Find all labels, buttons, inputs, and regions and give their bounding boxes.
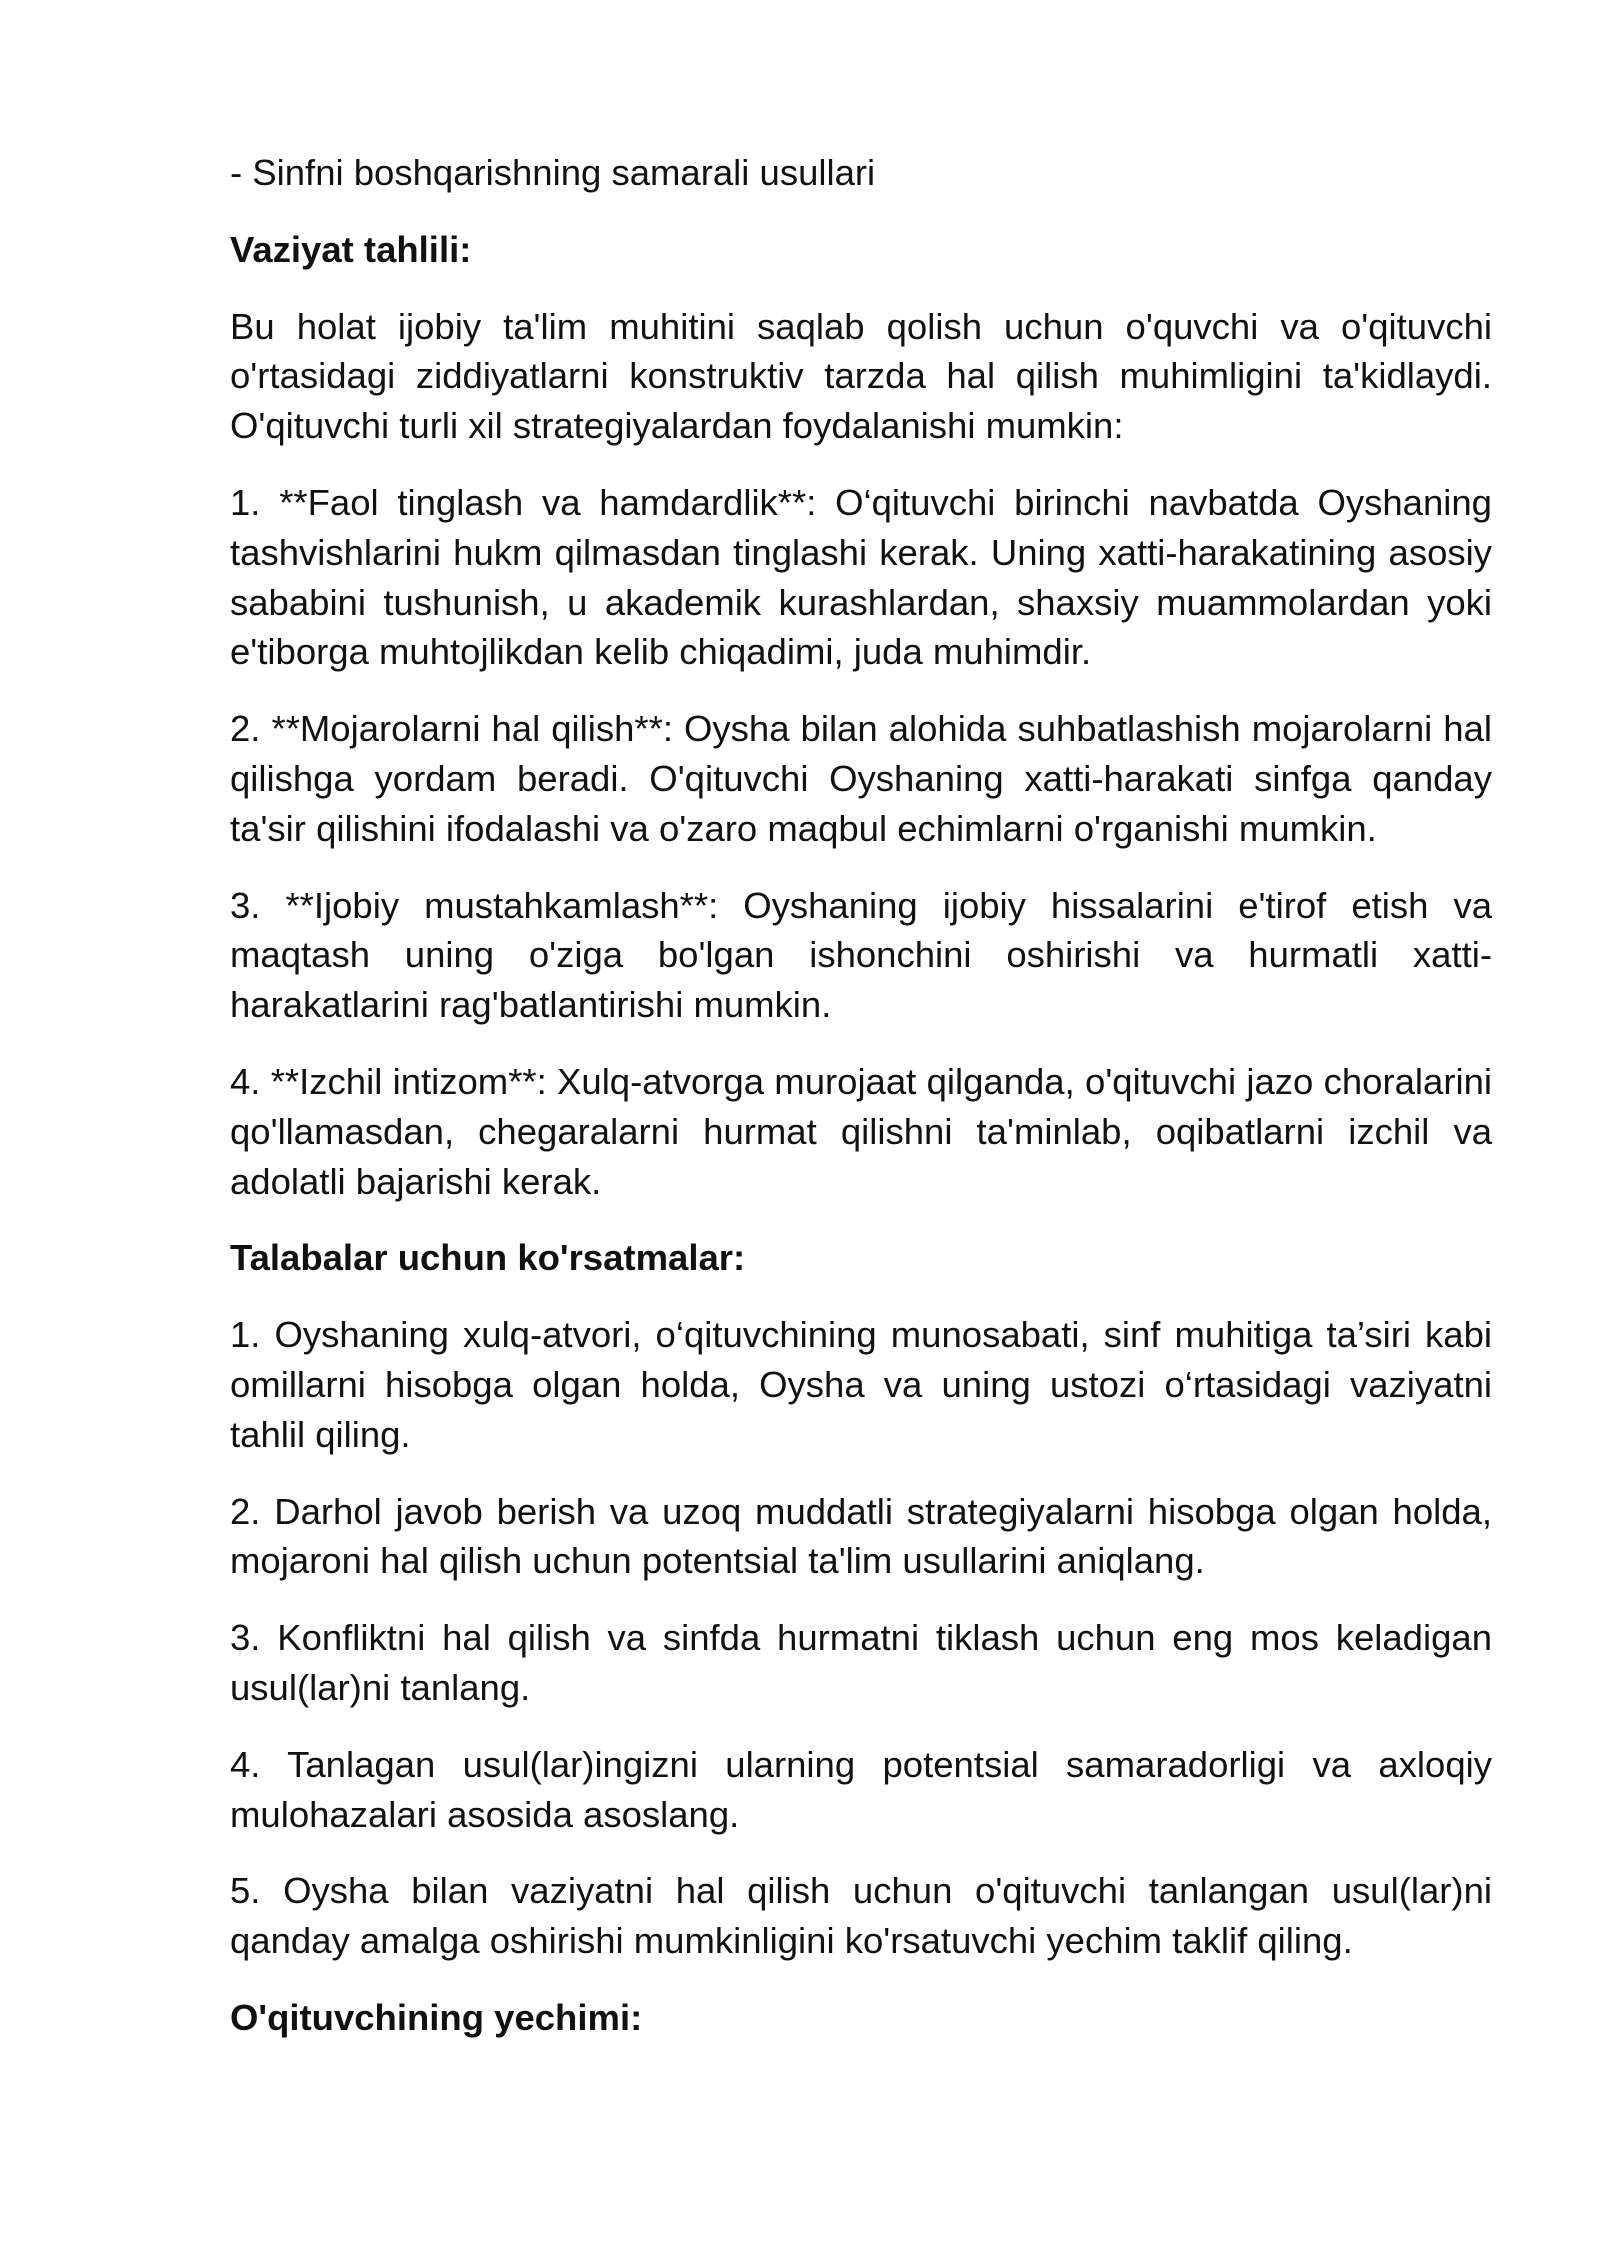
instruction-item: 4. Tanlagan usul(lar)ingizni ularning potentsial samaradorligi va axloqiy mulohazalari asosida asoslang. — [230, 1743, 1492, 1835]
intro-line: - Sinfni boshqarishning samarali usullari — [230, 152, 876, 193]
strategy-item: 3. **Ijobiy mustahkamlash**: Oyshaning ijobiy hissalarini e'tirof etish va maqtash uning o'ziga bo'lgan ishonchini oshirishi va hurmatli xatti-harakatlarini rag'batlantirishi mumkin. — [230, 884, 1492, 1026]
situation-heading: Vaziyat tahlili: — [230, 228, 472, 270]
document-page — [230, 148, 1492, 2070]
instruction-item: 2. Darhol javob berish va uzoq muddatli strategiyalarni hisobga olgan holda, mojaroni hal qilish uchun potentsial ta'lim usullarini aniqlang. — [230, 1490, 1492, 1582]
instruction-item: 3. Konfliktni hal qilish va sinfda hurmatni tiklash uchun eng mos keladigan usul(lar)ni tanlang. — [230, 1617, 1492, 1708]
instruction-item: 1. Oyshaning xulq-atvori, o‘qituvchining munosabati, sinf muhitiga ta’siri kabi omillarni hisobga olgan holda, Oysha va uning ustozi o‘rtasidagi vaziyatni tahlil qiling. — [230, 1314, 1492, 1455]
teacher-heading: O'qituvchining yechimi: — [230, 1996, 643, 2038]
situation-paragraph: Bu holat ijobiy ta'lim muhitini saqlab qolish uchun o'quvchi va o'qituvchi o'rtasidagi ziddiyatlarni konstruktiv tarzda hal qilish muhimligini ta'kidlaydi. O'qituvchi turli xil strategiyalardan foydalanishi mumkin: — [230, 305, 1492, 447]
instruction-item: 5. Oysha bilan vaziyatni hal qilish uchun o'qituvchi tanlangan usul(lar)ni qanday amalga oshirishi mumkinligini ko'rsatuvchi yechim taklif qiling. — [230, 1870, 1492, 1962]
strategy-item: 1. **Faol tinglash va hamdardlik**: O‘qituvchi birinchi navbatda Oyshaning tashvishlarini hukm qilmasdan tinglashi kerak. Uning xatti-harakatining asosiy sababini tushunish, u akademik kurashlardan, shaxsiy muammolardan yoki e'tiborga muhtojlikdan kelib chiqadimi, juda muhimdir. — [230, 481, 1492, 673]
strategy-item: 2. **Mojarolarni hal qilish**: Oysha bilan alohida suhbatlashish mojarolarni hal qilishga yordam beradi. O'qituvchi Oyshaning xatti-harakati sinfga qanday ta'sir qilishini ifodalashi va o'zaro maqbul echimlarni o'rganishi mumkin. — [230, 708, 1492, 849]
student-heading: Talabalar uchun ko'rsatmalar: — [230, 1237, 746, 1279]
strategy-item: 4. **Izchil intizom**: Xulq-atvorga murojaat qilganda, o'qituvchi jazo choralarini qo'llamasdan, chegaralarni hurmat qilishni ta'minlab, oqibatlarni izchil va adolatli bajarishi kerak. — [230, 1060, 1492, 1202]
